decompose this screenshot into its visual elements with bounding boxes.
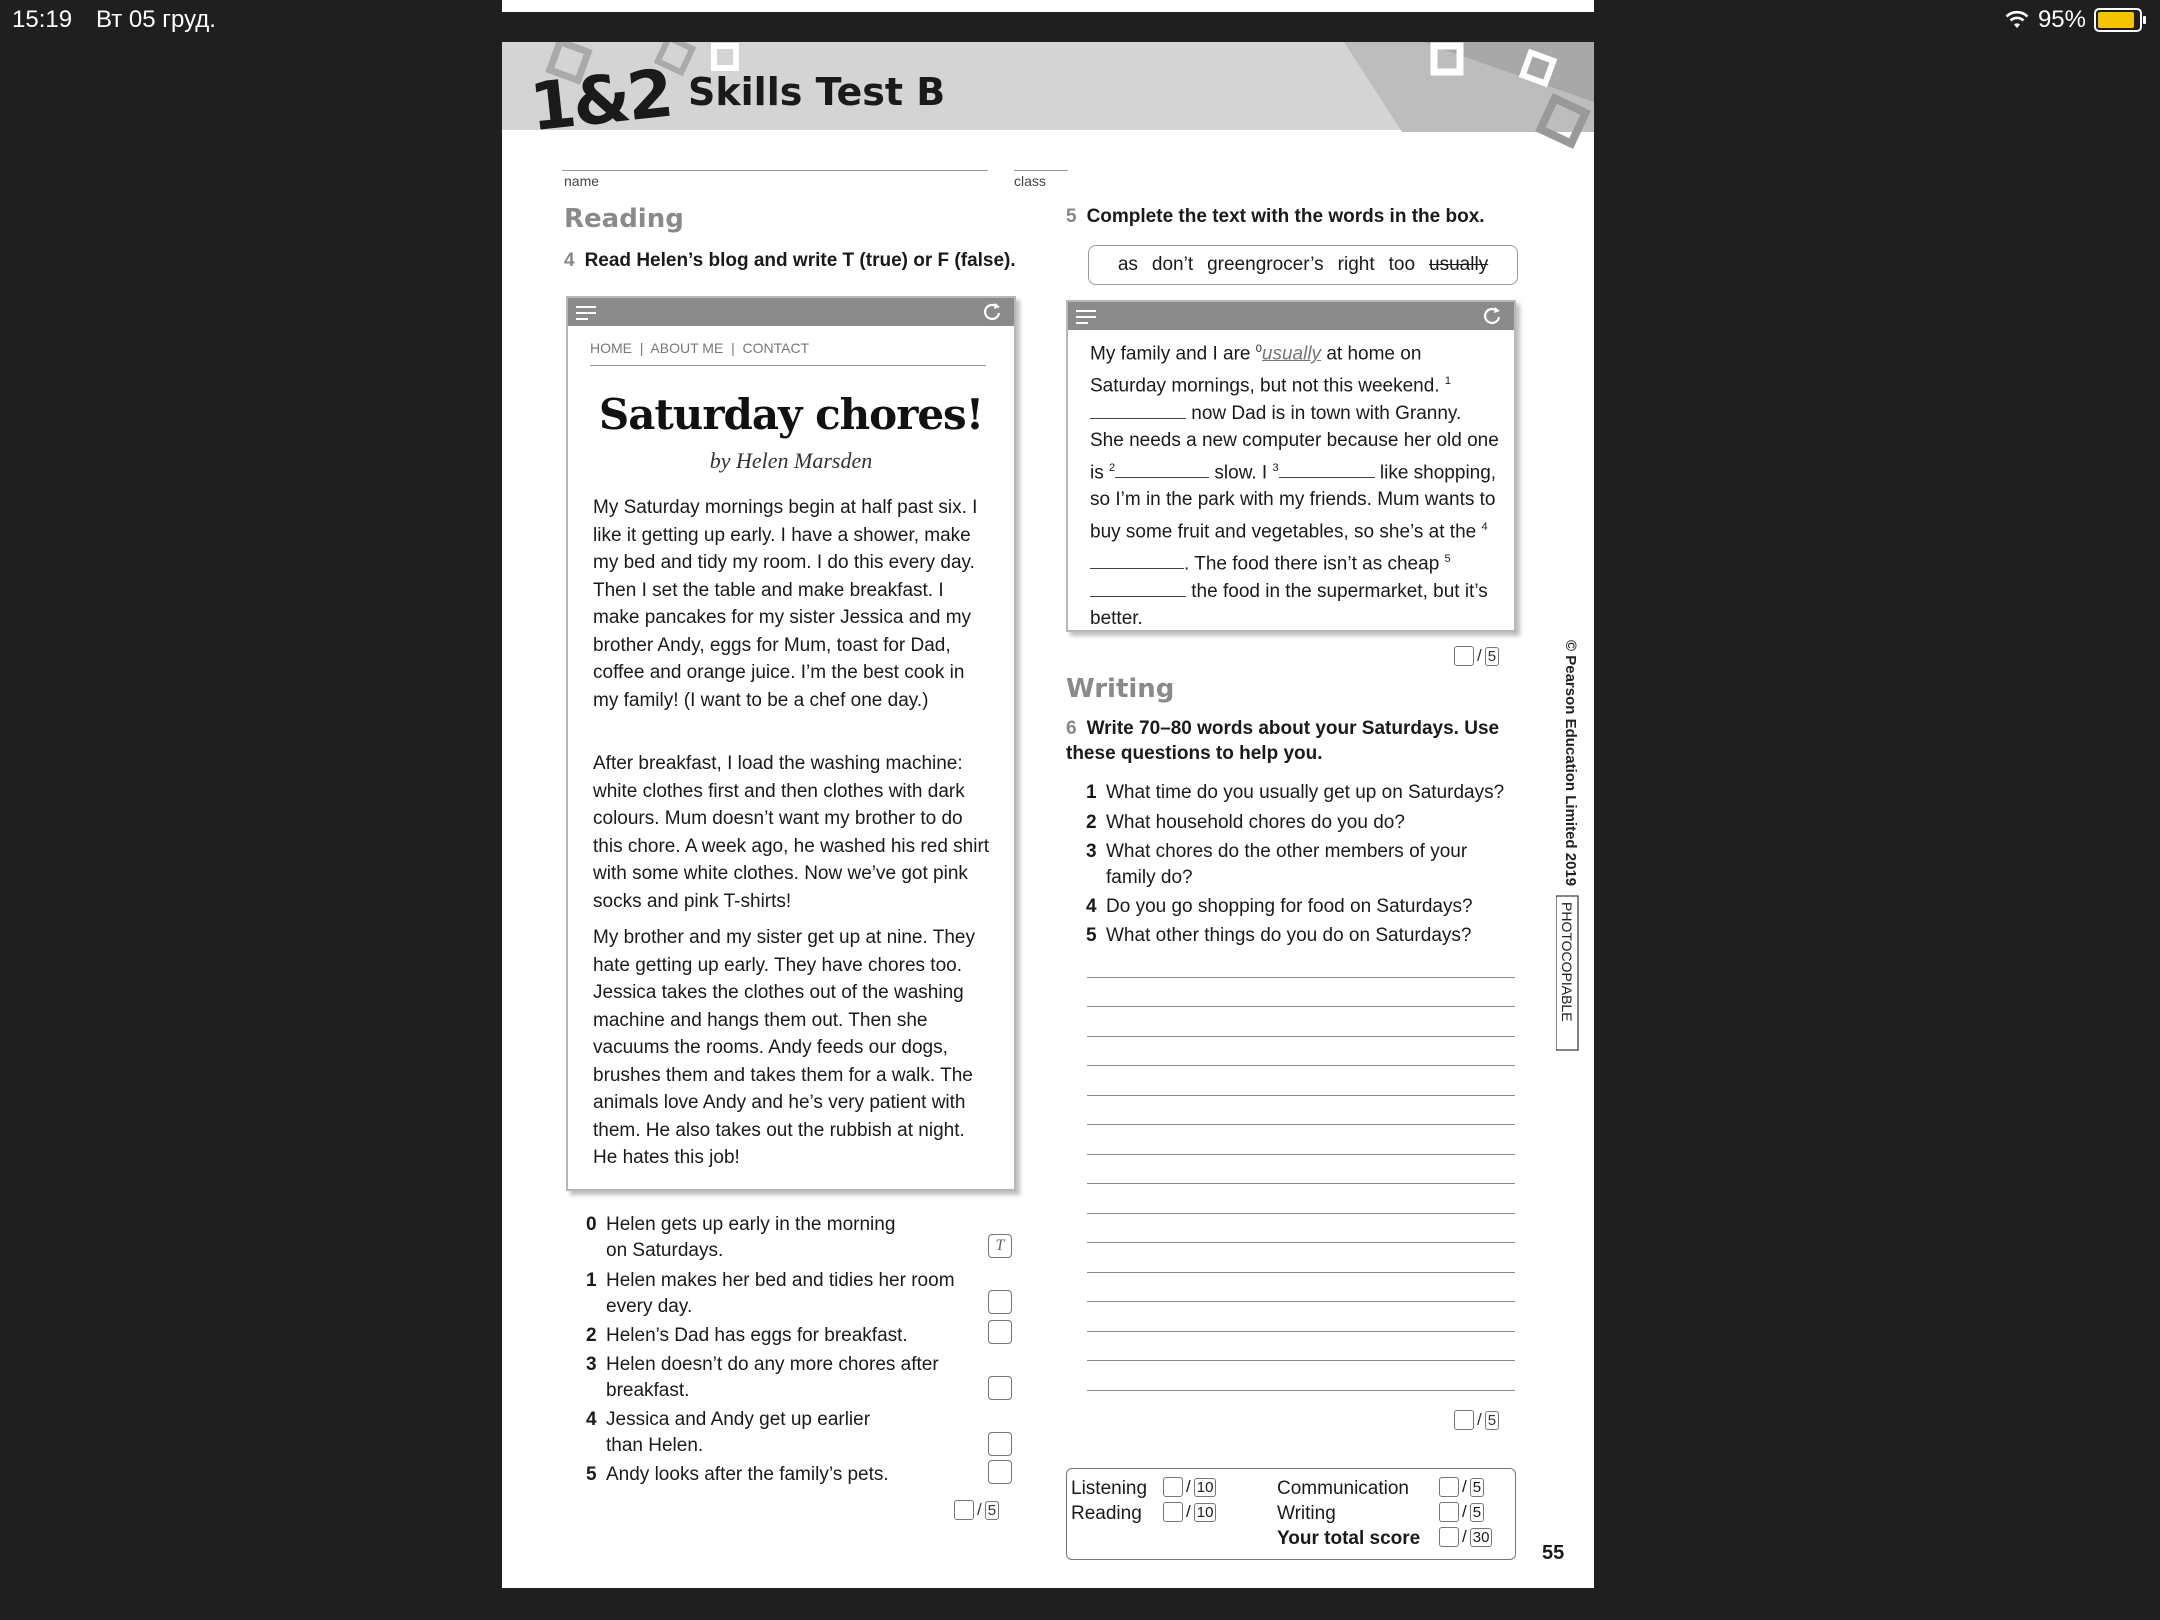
score-max: 5 — [1470, 1478, 1484, 1497]
exercise-5-instruction — [1066, 204, 1526, 229]
word-item: right — [1337, 254, 1375, 275]
reading-label: Reading — [1071, 1503, 1142, 1524]
text-segment: slow. I — [1209, 461, 1273, 483]
writing-score — [1454, 1410, 1499, 1430]
question-text: What chores do the other members of your family do? — [1106, 841, 1468, 888]
question-text: What time do you usually get up on Saturdays? — [1106, 782, 1505, 803]
word-item: don’t — [1151, 254, 1194, 275]
exercise-number: 5 — [1066, 206, 1077, 227]
page-title: Skills Test B — [688, 70, 946, 114]
question-number: 2 — [1086, 812, 1097, 833]
score-slash: / — [1186, 1502, 1191, 1521]
score-slash: / — [1186, 1477, 1191, 1496]
question-text: Andy looks after the family’s pets. — [606, 1464, 889, 1485]
status-date: Вт 05 груд. — [96, 6, 216, 33]
gap-number: 3 — [1272, 461, 1279, 474]
score-max: 5 — [1485, 1411, 1499, 1430]
question-number: 4 — [1086, 896, 1097, 917]
score-max: 10 — [1194, 1503, 1217, 1522]
writing-heading: Writing — [1066, 674, 1175, 704]
writing-line[interactable] — [1087, 1242, 1515, 1243]
communication-score — [1439, 1477, 1484, 1497]
text-segment: . The food there isn’t as cheap — [1184, 553, 1445, 575]
question-number: 0 — [586, 1214, 597, 1235]
question-text: Helen makes her bed and tidies her room every day. — [606, 1270, 955, 1317]
answer-box-1[interactable] — [988, 1290, 1012, 1314]
instruction-text: Read Helen’s blog and write T (true) or F (false). — [584, 250, 1016, 271]
text-segment: the food in the supermarket, but it’s better. — [1090, 580, 1488, 630]
writing-line[interactable] — [1087, 1272, 1515, 1273]
communication-label: Communication — [1277, 1478, 1409, 1499]
writing-line[interactable] — [1087, 1036, 1515, 1037]
writing-line[interactable] — [1087, 1095, 1515, 1096]
listening-score — [1163, 1477, 1216, 1497]
text-segment: like shopping, so I’m in the park with my friends. Mum wants to buy some fruit and vegetables, so she’s at the — [1090, 461, 1497, 543]
writing-label: Writing — [1277, 1503, 1336, 1524]
battery-percent: 95% — [2037, 6, 2086, 33]
score-max: 5 — [1470, 1503, 1484, 1522]
listening-label: Listening — [1071, 1478, 1148, 1499]
writing-line[interactable] — [1087, 1183, 1515, 1184]
blog-toolbar — [568, 298, 1014, 326]
question-number: 4 — [586, 1409, 597, 1430]
status-right — [2004, 6, 2142, 34]
score-input-box[interactable] — [1163, 1502, 1183, 1522]
writing-line[interactable] — [1087, 1360, 1515, 1361]
blog-window — [566, 296, 1016, 1191]
score-input-box[interactable] — [1439, 1477, 1459, 1497]
gap-blank-4[interactable] — [1090, 550, 1184, 569]
writing-line[interactable] — [1087, 1154, 1515, 1155]
blog-title: Saturday chores! — [598, 390, 984, 439]
score-slash: / — [1462, 1527, 1467, 1546]
exercise-4-instruction — [564, 248, 1024, 273]
answer-box-5[interactable] — [988, 1460, 1012, 1484]
question-text: What household chores do you do? — [1106, 812, 1405, 833]
score-max: 30 — [1470, 1528, 1493, 1547]
score-input-box[interactable] — [1454, 1410, 1474, 1430]
copyright-text: © Pearson Education Limited 2019 — [1562, 640, 1579, 887]
total-score-label: Your total score — [1277, 1528, 1421, 1549]
wifi-icon — [2004, 10, 2030, 30]
writing-line[interactable] — [1087, 1331, 1515, 1332]
menu-icon — [576, 305, 598, 321]
word-item: as — [1117, 254, 1138, 275]
instruction-text: Complete the text with the words in the box. — [1086, 206, 1485, 227]
blog-paragraph-2: After breakfast, I load the washing machine: white clothes first and then clothes with dark colours. Mum doesn’t want my brother to do this chore. A week ago, he washed his red shirt with some white clothes. Now we’ve got pink socks and pink T-shirts! — [593, 753, 990, 912]
question-text: Do you go shopping for food on Saturdays? — [1106, 896, 1473, 917]
blog-byline: by Helen Marsden — [709, 448, 873, 473]
answer-box-4[interactable] — [988, 1432, 1012, 1456]
answer-box-0[interactable]: T — [988, 1234, 1012, 1258]
blog-paragraph-3: My brother and my sister get up at nine. They hate getting up early. They have chores too. Jessica takes the clothes out of the washing machine and hangs them out. Then she vacuums the rooms. Andy feeds our dogs, brushes them and takes them for a walk. The animals love Andy and he’s very patient with them. He also takes out the rubbish at night. He hates this job! — [593, 927, 975, 1168]
writing-line[interactable] — [1087, 1065, 1515, 1066]
writing-total-score — [1439, 1502, 1484, 1522]
score-input-box[interactable] — [1439, 1502, 1459, 1522]
name-field-line[interactable] — [562, 170, 988, 171]
class-field-line[interactable] — [1014, 170, 1068, 171]
instruction-text: Write 70–80 words about your Saturdays. Use these questions to help you. — [1066, 718, 1500, 764]
text-segment: at home on Saturday mornings, but not this weekend. — [1090, 343, 1445, 397]
gap-fill-toolbar — [1068, 302, 1514, 330]
word-item: greengrocer’s — [1207, 254, 1324, 275]
gap-blank-1[interactable] — [1090, 400, 1186, 419]
score-input-box[interactable] — [1454, 646, 1474, 666]
score-max: 10 — [1194, 1478, 1217, 1497]
word-item-used: usually — [1429, 254, 1489, 275]
blog-nav-links: HOME | ABOUT ME | CONTACT — [590, 340, 810, 356]
gap-number: 4 — [1481, 520, 1488, 533]
page-number: 55 — [1542, 1542, 1565, 1564]
question-text: Helen’s Dad has eggs for breakfast. — [606, 1325, 908, 1346]
question-number: 3 — [1086, 841, 1097, 862]
example-answer: usually — [1261, 343, 1322, 365]
status-time: 15:19 — [12, 6, 73, 33]
blog-nav-divider — [590, 365, 986, 366]
word-item: too — [1388, 254, 1416, 275]
writing-line[interactable] — [1087, 1301, 1515, 1302]
menu-icon — [1076, 309, 1098, 325]
battery-level — [2098, 12, 2134, 28]
question-number: 3 — [586, 1354, 597, 1375]
exercise-number: 6 — [1066, 718, 1077, 739]
reading-score — [954, 1500, 999, 1520]
gap-number: 1 — [1444, 374, 1451, 387]
score-slash: / — [1477, 1410, 1482, 1429]
writing-line[interactable] — [1087, 977, 1515, 978]
unit-number: 1&2 — [526, 54, 675, 147]
gap-blank-2[interactable] — [1115, 459, 1209, 478]
class-field-label: class — [1014, 173, 1046, 189]
word-box — [1088, 245, 1518, 285]
score-input-box[interactable] — [1439, 1527, 1459, 1547]
question-text: What other things do you do on Saturdays? — [1106, 925, 1472, 946]
score-slash: / — [977, 1500, 982, 1519]
question-number: 5 — [586, 1464, 597, 1485]
score-max: 5 — [985, 1501, 999, 1520]
exercise-6-instruction — [1066, 716, 1514, 766]
score-summary — [1066, 1468, 1516, 1560]
exercise-5-score — [1454, 646, 1499, 666]
gap-number: 0 — [1255, 343, 1262, 355]
question-number: 5 — [1086, 925, 1097, 946]
gap-blank-3[interactable] — [1279, 459, 1375, 478]
score-slash: / — [1462, 1502, 1467, 1521]
score-input-box[interactable] — [1163, 1477, 1183, 1497]
gap-fill-text — [1090, 336, 1500, 633]
worksheet-page[interactable] — [502, 42, 1594, 1588]
writing-line[interactable] — [1087, 1213, 1515, 1214]
writing-line[interactable] — [1087, 1006, 1515, 1007]
answer-box-2[interactable] — [988, 1320, 1012, 1344]
reading-total-score — [1163, 1502, 1216, 1522]
refresh-icon — [1482, 306, 1502, 326]
battery-icon — [2094, 8, 2142, 32]
text-segment: My family and I are — [1090, 343, 1256, 365]
total-score — [1439, 1527, 1492, 1547]
exercise-number: 4 — [564, 250, 575, 271]
side-copyright — [1556, 640, 1580, 1100]
text-segment: now Dad is in town with Granny. She needs a new computer because her old one is — [1090, 402, 1499, 483]
blog-paragraph-1: My Saturday mornings begin at half past six. I like it getting up early. I have a shower, make my bed and tidy my room. I do this every day. Then I set the table and make breakfast. I make pancakes for my sister Jessica and my brother Andy, eggs for Mum, toast for Dad, coffee and orange juice. I’m the best cook in my family! (I want to be a chef one day.) — [593, 497, 978, 711]
page-header — [502, 42, 1594, 147]
score-max: 5 — [1485, 647, 1499, 666]
question-text: Jessica and Andy get up earlier than Helen. — [606, 1409, 871, 1456]
reading-heading: Reading — [564, 204, 684, 234]
question-text: Helen gets up early in the morning on Saturdays. — [606, 1214, 896, 1261]
question-number: 1 — [1086, 782, 1097, 803]
question-number: 2 — [586, 1325, 597, 1346]
gap-blank-5[interactable] — [1090, 578, 1186, 597]
writing-line[interactable] — [1087, 1124, 1515, 1125]
score-slash: / — [1477, 646, 1482, 665]
writing-line[interactable] — [1087, 1390, 1515, 1391]
score-slash: / — [1462, 1477, 1467, 1496]
question-number: 1 — [586, 1270, 597, 1291]
gap-number: 2 — [1109, 461, 1116, 474]
photocopiable-text: PHOTOCOPIABLE — [1559, 902, 1575, 1022]
gap-number: 5 — [1444, 552, 1451, 565]
refresh-icon — [982, 302, 1002, 322]
question-text: Helen doesn’t do any more chores after breakfast. — [606, 1354, 939, 1401]
score-input-box[interactable] — [954, 1500, 974, 1520]
previous-page-edge — [502, 0, 1594, 12]
answer-box-3[interactable] — [988, 1376, 1012, 1400]
name-field-label: name — [564, 173, 600, 189]
gap-fill-window — [1066, 300, 1516, 632]
